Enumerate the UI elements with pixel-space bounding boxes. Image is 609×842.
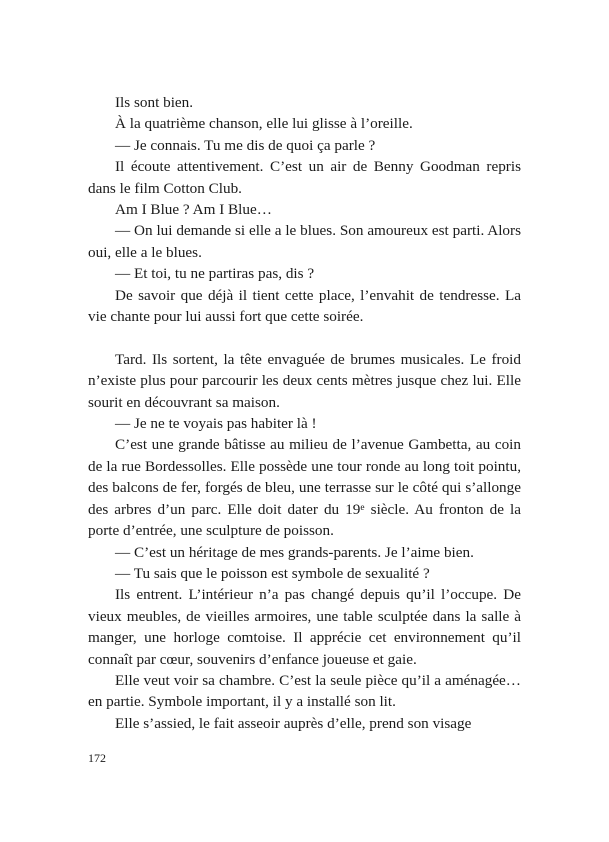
dialogue-line: — Je ne te voyais pas habiter là ! [115, 415, 317, 433]
paragraph: À la quatrième chanson, elle lui glisse à l’oreille. [115, 115, 413, 133]
dialogue-line: — On lui demande si elle a le blues. Son amoureux est parti. Alors oui, elle a le blues. [88, 222, 521, 261]
paragraph: De savoir que déjà il tient cette place, l’envahit de tendresse. La vie chante pour lui aussi fort que cette soirée. [88, 286, 521, 326]
dialogue-line: — Je connais. Tu me dis de quoi ça parle ? [115, 136, 376, 154]
dialogue-line: — C’est un héritage de mes grands-parents. Je l’aime bien. [115, 543, 474, 561]
paragraph: Ils sont bien. [115, 94, 194, 111]
paragraph: Tard. Ils sortent, la tête envaguée de brumes musicales. Le froid n’existe plus pour parcourir les deux cents mètres jusque chez lui. Elle sourit en découvrant sa maison. [88, 350, 521, 411]
page-body [88, 92, 521, 734]
paragraph: Elle s’assied, le fait asseoir auprès d’elle, prend son visage [115, 714, 472, 732]
section-break [88, 327, 521, 348]
superscript: e [360, 502, 365, 513]
dialogue-line: — Et toi, tu ne partiras pas, dis ? [115, 265, 315, 283]
paragraph-text: C’est une grande bâtisse au milieu de l’avenue Gambetta, au coin de la rue Bordessolles. Elle possède une tour ronde au long toit pointu, des balcons de fer, forgés de bleu, une terrasse sur le côté qui s’allonge des arbres d’un parc. Elle doit dater du 19 [88, 436, 521, 518]
paragraph-text: siècle. Au fronton de la porte d’entrée, une sculpture de poisson. [88, 500, 521, 540]
dialogue-line: — Tu sais que le poisson est symbole de sexualité ? [115, 564, 430, 582]
paragraph: Ils entrent. L’intérieur n’a pas changé depuis qu’il l’occupe. De vieux meubles, de vieilles armoires, une table sculptée dans la salle à manger, une horloge comtoise. Il apprécie cet environnement qu’il connaît par cœur, souvenirs d’enfance joueuse et gaie. [88, 586, 521, 668]
page-number: 172 [88, 751, 106, 765]
paragraph: Il écoute attentivement. C’est un air de Benny Goodman repris dans le film Cotton Club. [88, 158, 521, 197]
paragraph [88, 434, 521, 541]
paragraph: Am I Blue ? Am I Blue… [115, 201, 272, 219]
paragraph: Elle veut voir sa chambre. C’est la seule pièce qu’il a aménagée… en partie. Symbole important, il y a installé son lit. [88, 671, 521, 711]
